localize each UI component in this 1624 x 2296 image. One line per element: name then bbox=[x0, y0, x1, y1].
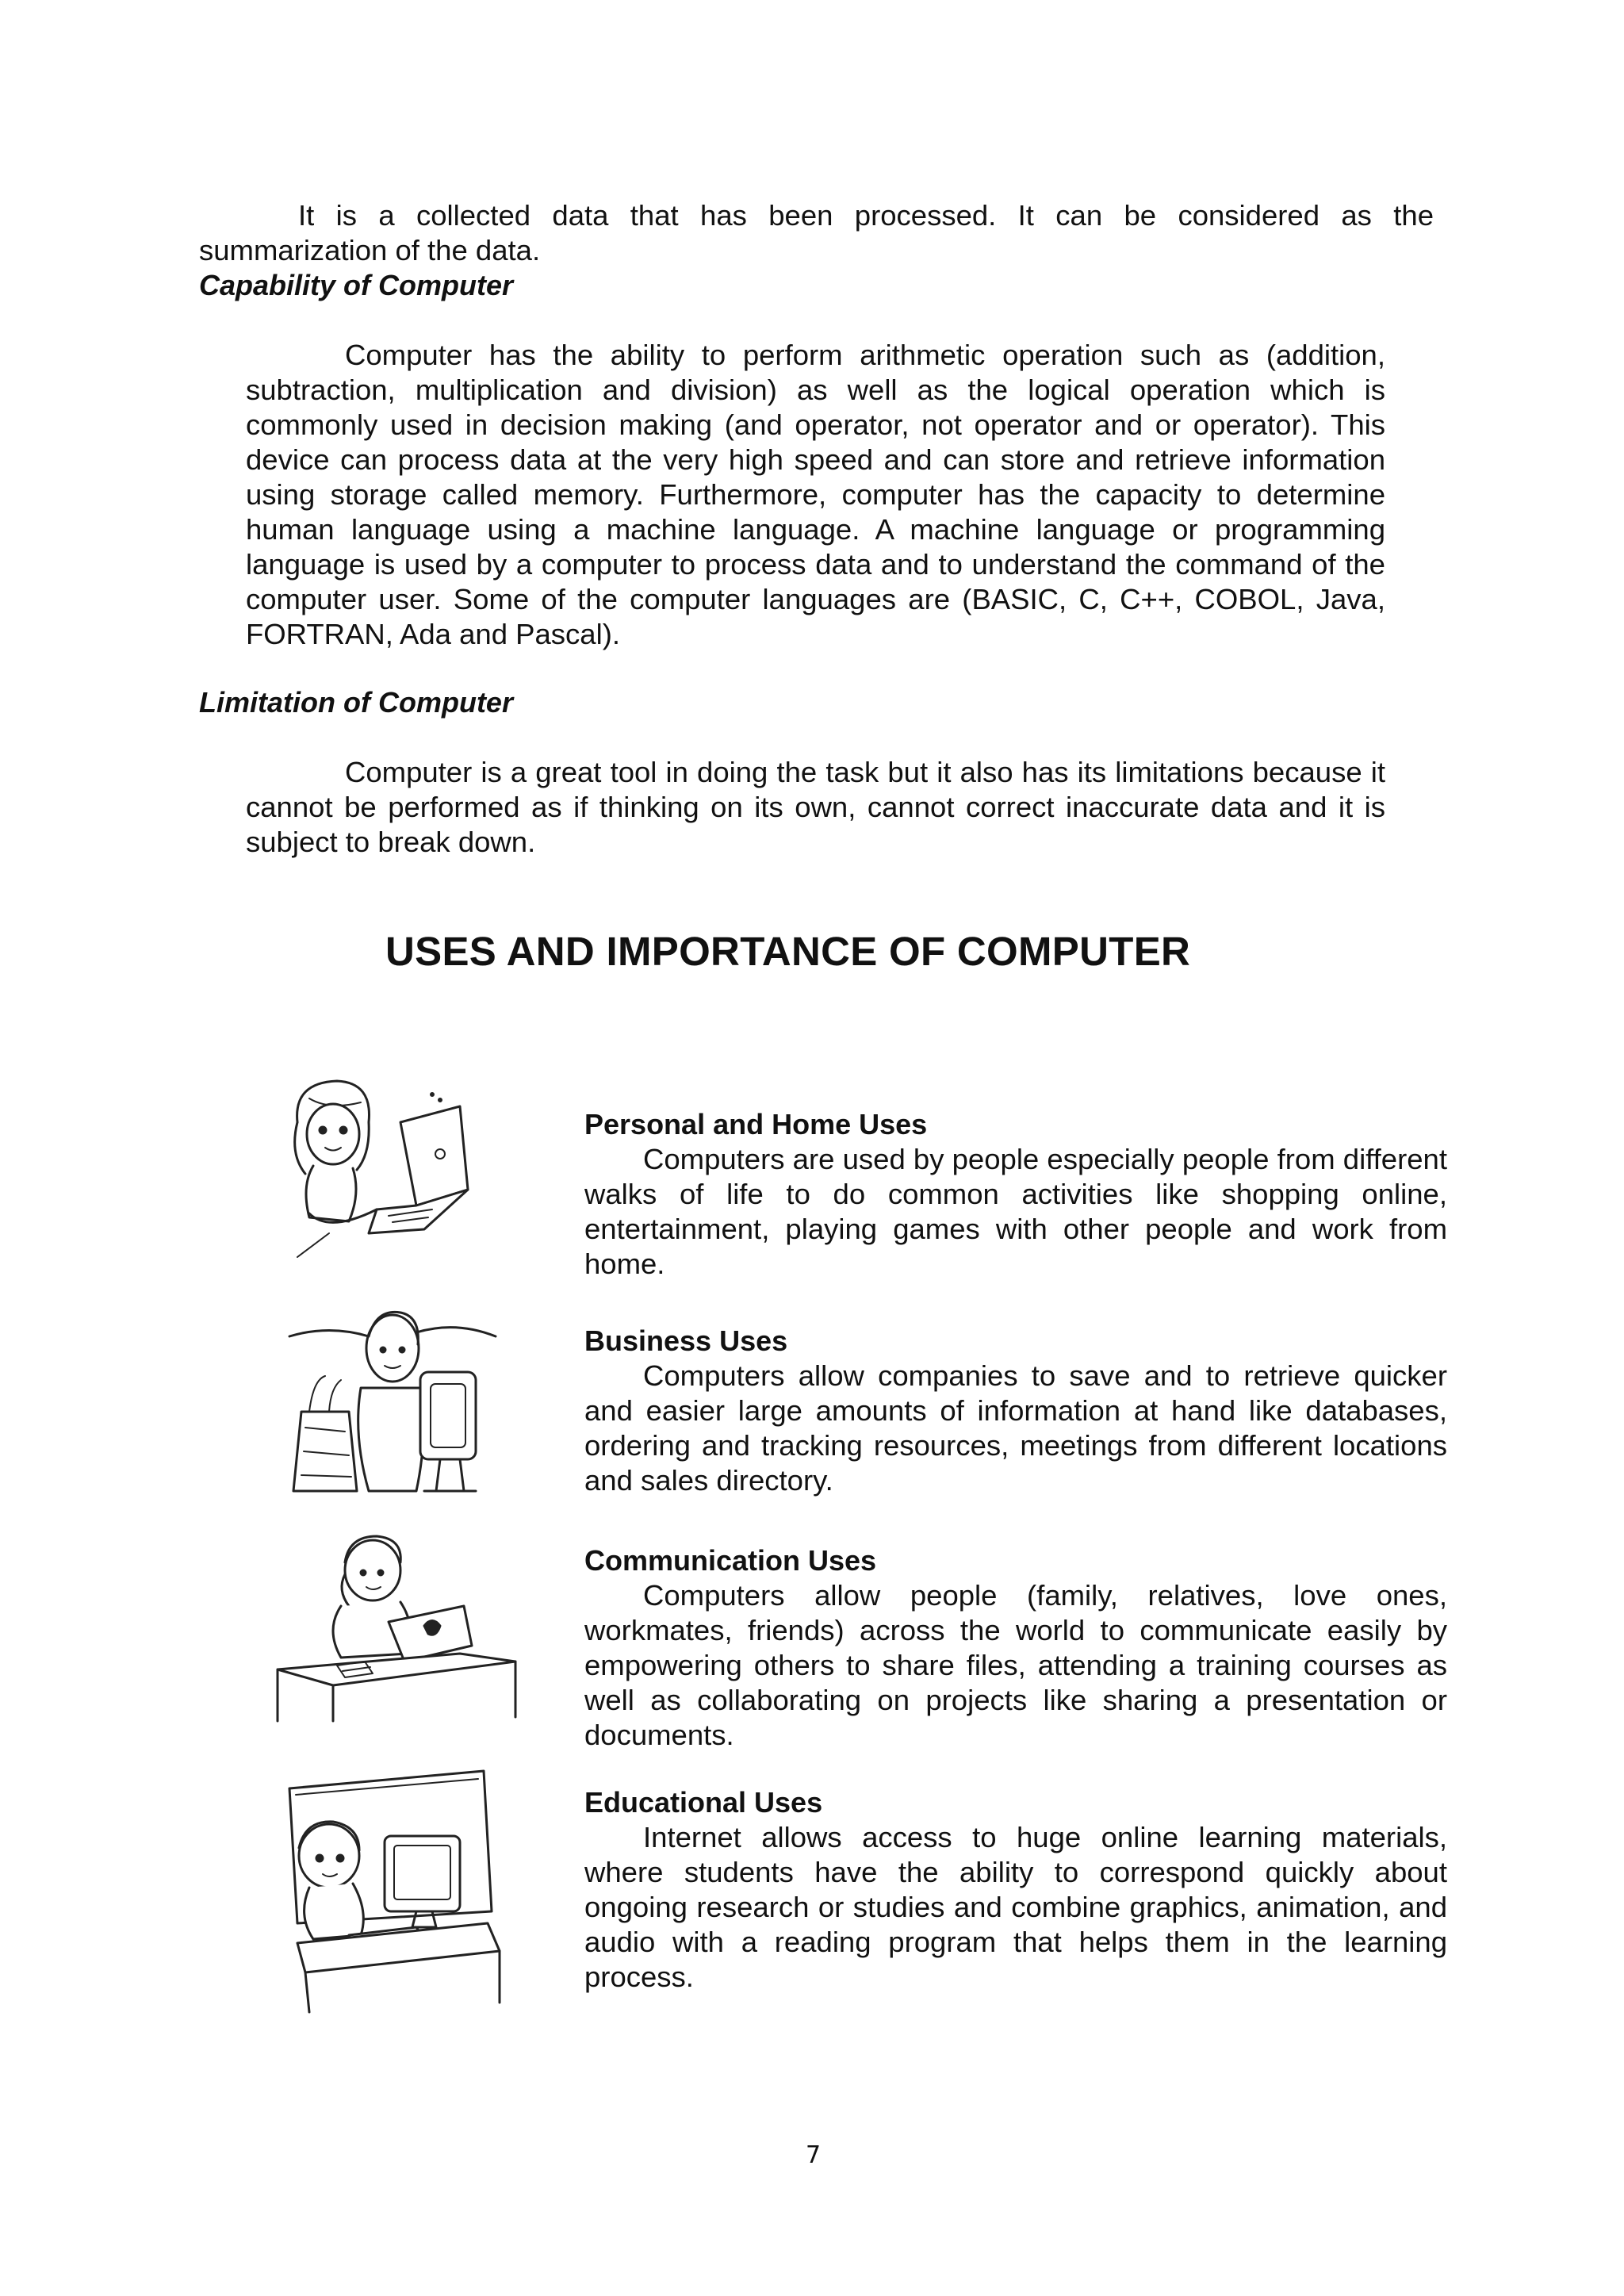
section-title: USES AND IMPORTANCE OF COMPUTER bbox=[385, 929, 1191, 974]
use-title-personal: Personal and Home Uses bbox=[584, 1108, 928, 1140]
business-use-illustration bbox=[282, 1301, 504, 1499]
use-title-educational: Educational Uses bbox=[584, 1786, 823, 1819]
use-text-business: Computers allow companies to save and to retrieve quicker and easier large amounts of information at hand like databases, ordering and tracking resources, meetings from different locations and sales directory. bbox=[584, 1359, 1447, 1497]
use-title-business: Business Uses bbox=[584, 1324, 788, 1357]
intro-paragraph: It is a collected data that has been processed. It can be considered as the summarization of the data. bbox=[199, 199, 1434, 266]
capability-heading: Capability of Computer bbox=[199, 269, 514, 301]
personal-use-illustration bbox=[282, 1075, 504, 1265]
use-title-communication: Communication Uses bbox=[584, 1544, 877, 1577]
use-text-personal: Computers are used by people especially people from different walks of life to do common activities like shopping online, entertainment, playing games with other people and work from home. bbox=[584, 1143, 1447, 1280]
limitation-paragraph: Computer is a great tool in doing the task but it also has its limitations because it cannot be performed as if thinking on its own, cannot correct inaccurate data and it is subject to break down. bbox=[246, 756, 1385, 858]
communication-use-illustration bbox=[270, 1527, 523, 1725]
limitation-heading: Limitation of Computer bbox=[199, 686, 513, 719]
use-text-educational: Internet allows access to huge online learning materials, where students have the ability to correspond quickly about ongoing research or studies and combine graphics, animation, and audio with a reading program that helps them in the learning process. bbox=[584, 1821, 1447, 1993]
capability-paragraph: Computer has the ability to perform arithmetic operation such as (addition, subtraction, multiplication and division) as well as the logical operation which is commonly used in decision making (and operator, not operator and or operator). This device can process data at the very high speed and can store and retrieve information using storage called memory. Furthermore, computer has the capacity to determine human language using a machine language. A machine language or programming language is used by a computer to process data and to understand the command of the computer user. Some of the computer languages are (BASIC, C, C++, COBOL, Java, FORTRAN, Ada and Pascal). bbox=[246, 339, 1385, 650]
use-text-communication: Computers allow people (family, relatives, love ones, workmates, friends) across the world to communicate easily by empowering others to share files, attending a training courses as well as collaborating on projects like sharing a presentation or documents. bbox=[584, 1579, 1447, 1751]
page-number: 7 bbox=[806, 2141, 822, 2169]
educational-use-illustration bbox=[274, 1765, 511, 2014]
